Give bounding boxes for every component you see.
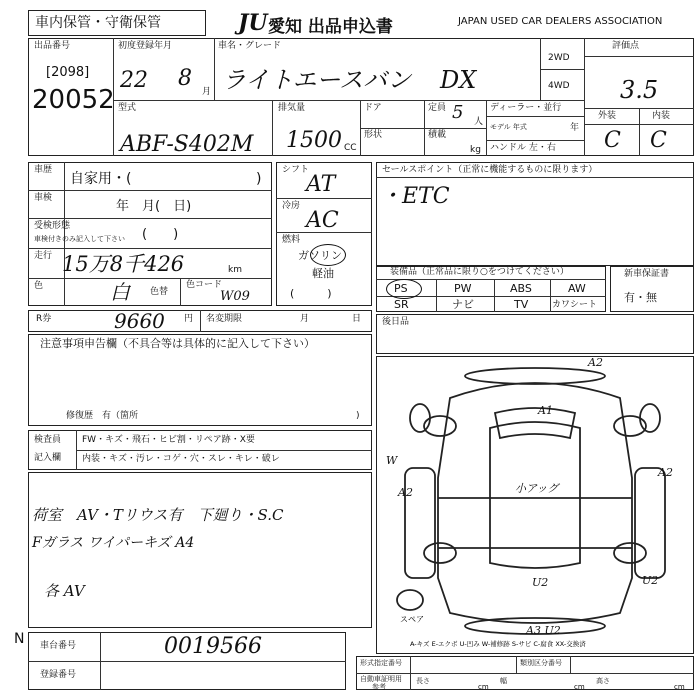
diagram-legend: A-キズ E-エクボ U-凹み W-補修跡 S-サビ C-腐食 XX-交換済 xyxy=(410,640,586,648)
shift-label: シフト xyxy=(282,165,310,175)
remarks-line-2: Fガラス ワイパーキズ A4 xyxy=(32,535,195,551)
inspection-value: 年 月( 日) xyxy=(116,199,192,214)
price-label: R券 xyxy=(36,314,52,324)
notes-title: 注意事項申告欄（不具合等は具体的に記入して下さい） xyxy=(40,337,315,350)
diagram-mark-a1: A1 xyxy=(538,404,553,417)
dealer-label: ディーラー・並行 xyxy=(490,103,562,113)
length-cm: cm xyxy=(478,683,489,691)
inspector-int-row: 内装・キズ・汚レ・コゲ・穴・スレ・キレ・破レ xyxy=(82,454,280,464)
displacement-value: 1500 xyxy=(286,128,342,153)
diagram-mark-a3: A3 U2 xyxy=(526,624,561,637)
frame-number: 0019566 xyxy=(164,634,262,659)
grade: DX xyxy=(440,66,477,94)
car-diagram xyxy=(380,358,690,650)
displacement-label: 排気量 xyxy=(278,103,306,113)
shift-value: AT xyxy=(306,172,336,197)
lot-small: [2098] xyxy=(46,65,90,80)
diagram-mark-u2-rear: U2 xyxy=(532,576,549,589)
price-value: 9660 xyxy=(114,309,165,333)
history-label: 車歴 xyxy=(34,165,53,175)
model-label: 車名・グレード xyxy=(218,41,282,51)
sales-label: セールスポイント（正常に機能するものに限ります） xyxy=(382,165,598,175)
fuel-label: 燃料 xyxy=(282,235,301,245)
model-code: ABF-S402M xyxy=(120,132,254,157)
diagram-mirror-r xyxy=(640,404,660,432)
history-value: 自家用・( xyxy=(70,171,132,187)
page-title: 愛知 出品申込書 xyxy=(268,17,393,37)
side-n: N xyxy=(14,631,25,647)
inspector-label-1: 検査員 xyxy=(34,435,62,445)
fuel-paren: ( ) xyxy=(290,287,332,300)
repair-close: ) xyxy=(356,411,360,421)
type-label: 型式 xyxy=(118,103,137,113)
diagram-mark-a2-top: A2 xyxy=(588,358,603,369)
diagram-mark-a2-right: A2 xyxy=(658,466,673,479)
remarks-line-3: 各 AV xyxy=(44,582,85,600)
height-cm: cm xyxy=(674,683,685,691)
after-box xyxy=(376,314,694,354)
inspection-label: 車検 xyxy=(34,193,53,203)
equip-abs: ABS xyxy=(510,282,532,295)
capacity-value: 5 xyxy=(452,102,464,123)
interior-label: 内装 xyxy=(652,111,671,121)
handle-label: ハンドル 左・右 xyxy=(490,143,556,153)
name-change-day: 日 xyxy=(352,314,362,324)
association-name: JAPAN USED CAR DEALERS ASSOCIATION xyxy=(458,16,663,27)
equip-navi: ナビ xyxy=(452,298,474,311)
mileage-value: 15万8千426 xyxy=(62,252,185,276)
spare-label: スペア xyxy=(400,615,424,624)
inspector-fw-row: FW・キズ・飛石・ヒビ割・リペア跡・X要 xyxy=(82,435,255,445)
color-label: 色 xyxy=(34,281,44,291)
diagram-mark-a2-left: A2 xyxy=(398,486,413,499)
diagram-wheel-rr xyxy=(614,543,646,563)
ps-circle xyxy=(386,279,422,299)
model-year-label: モデル 年式 xyxy=(490,123,527,131)
reg-month: 8 xyxy=(178,66,192,91)
diagram-windshield xyxy=(495,408,575,438)
repair-label: 修復歴 有（箇所 xyxy=(66,411,139,421)
form-label: 形式指定番号 xyxy=(360,659,402,667)
door-label: ドア xyxy=(364,103,382,113)
ju-logo: JU xyxy=(238,10,268,36)
equip-pw: PW xyxy=(454,282,472,295)
load-label: 積載 xyxy=(428,130,447,140)
ref-label: 参考 xyxy=(372,683,386,691)
lot-number: 20052 xyxy=(32,85,115,115)
color-code-label: 色コード xyxy=(186,280,223,290)
equip-aw: AW xyxy=(568,282,586,295)
height-label: 高さ xyxy=(596,677,610,685)
car-name: ライトエースバン xyxy=(222,66,412,94)
fuel-circle xyxy=(310,244,346,266)
diagram-mark-u2-rr: U2 xyxy=(642,574,659,587)
exterior-value: C xyxy=(604,128,621,153)
diagram-front xyxy=(465,368,605,384)
drive-2wd: 2WD xyxy=(548,53,570,63)
interior-value: C xyxy=(650,128,667,153)
drive-4wd: 4WD xyxy=(548,81,570,91)
after-label: 後日品 xyxy=(382,317,410,327)
equip-label: 装備品（正常品に限り○をつけてください） xyxy=(390,267,569,277)
reg-year: 22 xyxy=(120,68,148,93)
reg-month-unit: 月 xyxy=(202,87,212,97)
reg-label: 初度登録年月 xyxy=(118,41,173,51)
shape-label: 形状 xyxy=(364,130,383,140)
storage-box xyxy=(28,10,206,36)
color-change-label: 色替 xyxy=(150,287,169,297)
color-code-value: W09 xyxy=(220,289,250,304)
remarks-line-1: 荷室 AV・Tリウス有 下廻り・S.C xyxy=(32,506,284,524)
diagram-roof xyxy=(490,422,580,568)
equip-ps: PS xyxy=(394,282,408,295)
history-close: ) xyxy=(256,171,262,187)
storage-label: 車内保管・守衛保管 xyxy=(35,15,161,31)
frame-label: 車台番号 xyxy=(40,641,77,651)
mileage-label: 走行 xyxy=(34,251,53,261)
fuel-gas: ガソリン xyxy=(298,249,342,262)
cert-label: 自動車証明用 xyxy=(360,675,402,683)
width-cm: cm xyxy=(574,683,585,691)
ac-label: 冷房 xyxy=(282,201,301,211)
km-unit: km xyxy=(228,265,242,275)
diagram-mark-w: W xyxy=(386,454,398,467)
inspector-label-2: 記入欄 xyxy=(34,453,62,463)
diagram-wheel-rl xyxy=(424,543,456,563)
reception-small: 車検付きのみ記入して下さい xyxy=(34,235,125,243)
equip-kawaseat: カワシート xyxy=(552,300,598,310)
fuel-diesel: 軽油 xyxy=(312,267,334,280)
class-label: 類別区分番号 xyxy=(520,659,562,667)
score-value: 3.5 xyxy=(620,76,659,104)
ac-value: AC xyxy=(306,208,339,233)
registration-label: 登録番号 xyxy=(40,670,77,680)
warranty-label: 新車保証書 xyxy=(624,269,670,279)
name-change-month: 月 xyxy=(300,314,310,324)
lot-label: 出品番号 xyxy=(34,41,71,51)
kg-unit: kg xyxy=(470,145,481,155)
capacity-unit: 人 xyxy=(474,117,484,127)
reception-value: ( ) xyxy=(142,227,179,242)
reception-label: 受検形態 xyxy=(34,221,71,231)
year-unit: 年 xyxy=(570,123,580,133)
price-unit: 円 xyxy=(184,314,194,324)
width-label: 幅 xyxy=(500,677,507,685)
color-value: 白 xyxy=(110,280,130,304)
name-change-label: 名変期限 xyxy=(206,314,243,324)
equip-sr: SR xyxy=(394,298,409,311)
capacity-label: 定員 xyxy=(428,103,447,113)
diagram-mirror-l xyxy=(410,404,430,432)
equip-tv: TV xyxy=(514,298,529,311)
spare-tire xyxy=(397,590,423,610)
length-label: 長さ xyxy=(416,677,430,685)
cc-unit: CC xyxy=(344,143,357,153)
score-label: 評価点 xyxy=(612,41,640,51)
sales-point: ・ETC xyxy=(380,184,450,209)
warranty-value: 有・無 xyxy=(624,291,657,304)
diagram-mark-small: 小アッグ xyxy=(515,482,559,495)
exterior-label: 外装 xyxy=(598,111,617,121)
